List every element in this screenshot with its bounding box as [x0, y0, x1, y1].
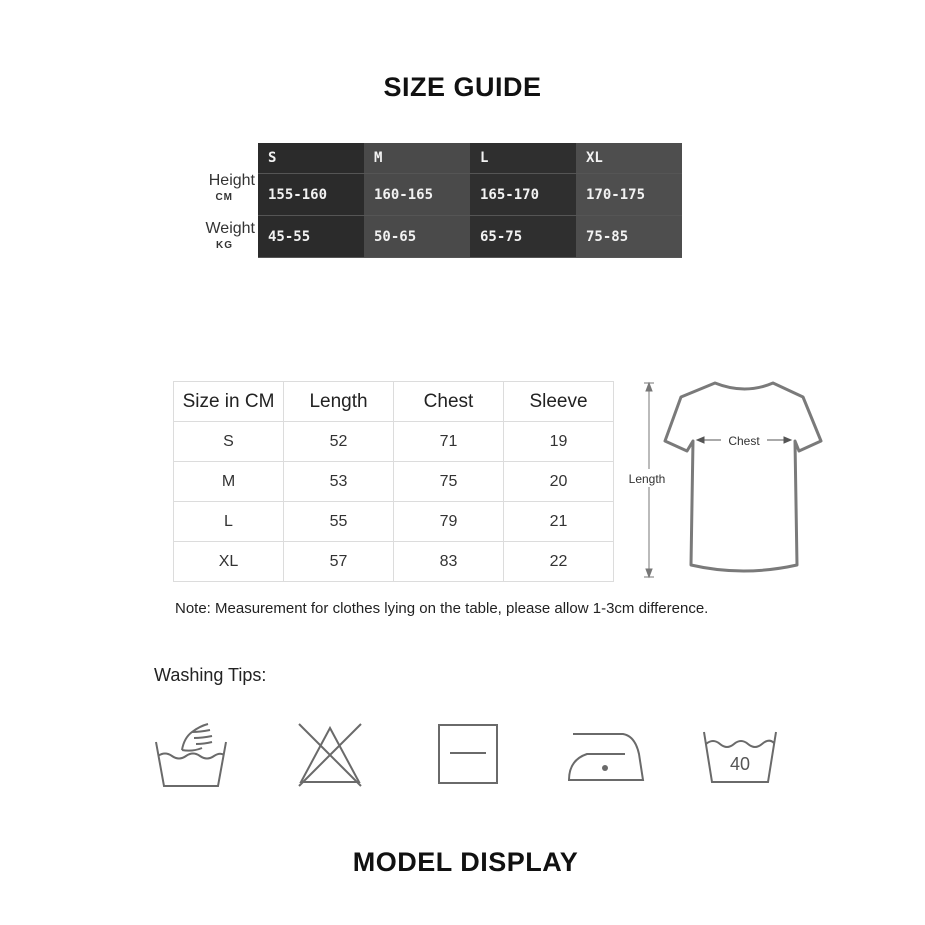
- size-header-s: S: [258, 143, 364, 174]
- tshirt-diagram: [615, 375, 830, 585]
- size-header-l: L: [470, 143, 576, 174]
- cell-size: XL: [174, 542, 284, 582]
- cell-size: L: [174, 502, 284, 542]
- height-unit: CM: [215, 192, 233, 203]
- table-row: [174, 502, 614, 542]
- cell-chest: 79: [394, 502, 504, 542]
- header-sleeve: Sleeve: [504, 382, 614, 422]
- size-guide-table: [258, 143, 682, 258]
- height-value-l: 165-170: [470, 174, 576, 216]
- weight-label: Weight: [205, 220, 255, 237]
- table-header-row: [174, 382, 614, 422]
- weight-unit: KG: [216, 240, 233, 251]
- size-guide-title: SIZE GUIDE: [383, 72, 542, 102]
- cell-length: 57: [284, 542, 394, 582]
- length-label: Length: [628, 472, 666, 486]
- cell-chest: 71: [394, 422, 504, 462]
- weight-row-label: [205, 220, 255, 251]
- table-row: [174, 422, 614, 462]
- cell-chest: 75: [394, 462, 504, 502]
- size-header-xl: XL: [576, 143, 682, 174]
- cell-length: 55: [284, 502, 394, 542]
- header-chest: Chest: [394, 382, 504, 422]
- hand-wash-icon: [152, 720, 230, 790]
- washing-tips-title: Washing Tips:: [154, 665, 267, 685]
- cell-chest: 83: [394, 542, 504, 582]
- cell-sleeve: 20: [504, 462, 614, 502]
- iron-low-heat-icon: [565, 724, 647, 784]
- iron-dot: [602, 765, 608, 771]
- cell-sleeve: 22: [504, 542, 614, 582]
- wash-temperature: 40: [729, 754, 751, 774]
- height-value-m: 160-165: [364, 174, 470, 216]
- cell-length: 52: [284, 422, 394, 462]
- measurement-note: Note: Measurement for clothes lying on the table, please allow 1-3cm difference.: [175, 600, 709, 617]
- cell-size: S: [174, 422, 284, 462]
- chest-label: Chest: [728, 434, 760, 448]
- do-not-bleach-icon: [295, 720, 365, 788]
- size-header-m: M: [364, 143, 470, 174]
- header-length: Length: [284, 382, 394, 422]
- model-display-title: MODEL DISPLAY: [352, 847, 579, 877]
- height-value-xl: 170-175: [576, 174, 682, 216]
- cell-length: 53: [284, 462, 394, 502]
- tshirt-outline-icon: [665, 383, 821, 571]
- measurement-table: [173, 381, 614, 582]
- weight-value-s: 45-55: [258, 216, 364, 258]
- dry-flat-icon: [436, 722, 500, 786]
- height-row-label: [209, 172, 255, 203]
- table-row: [174, 462, 614, 502]
- cell-sleeve: 21: [504, 502, 614, 542]
- weight-value-l: 65-75: [470, 216, 576, 258]
- wash-40-icon: [700, 720, 780, 788]
- weight-value-m: 50-65: [364, 216, 470, 258]
- cell-size: M: [174, 462, 284, 502]
- weight-value-xl: 75-85: [576, 216, 682, 258]
- cell-sleeve: 19: [504, 422, 614, 462]
- table-row: [174, 542, 614, 582]
- height-value-s: 155-160: [258, 174, 364, 216]
- height-label: Height: [208, 172, 255, 189]
- header-size: Size in CM: [174, 382, 284, 422]
